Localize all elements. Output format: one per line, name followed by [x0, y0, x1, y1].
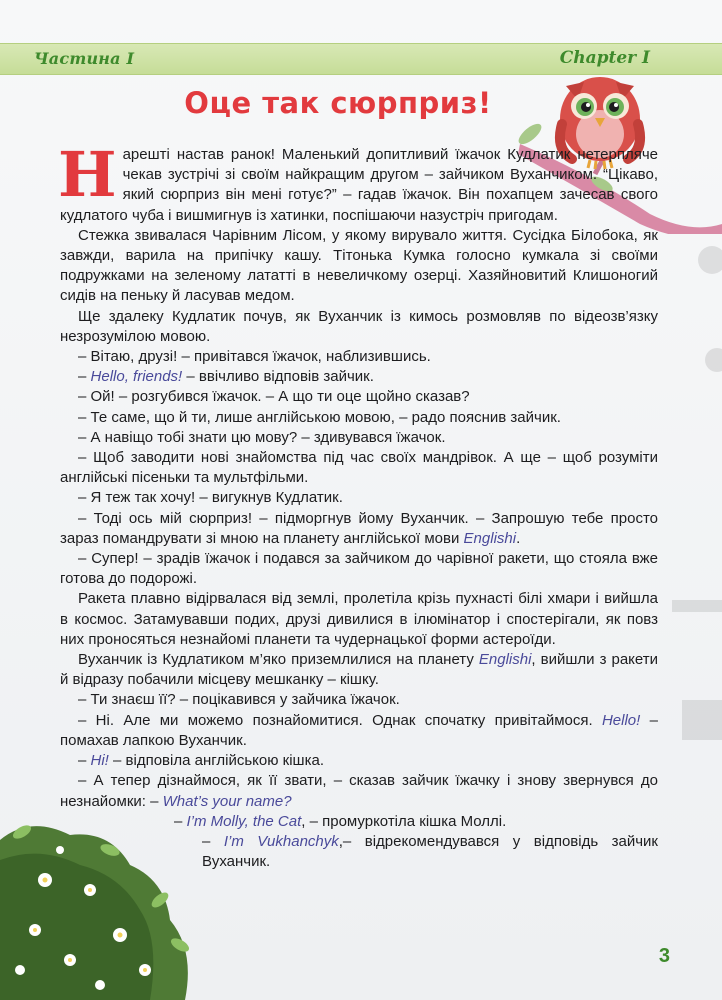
- drop-cap-letter: Н: [58, 138, 117, 211]
- dialogue-line: – Ой! – розгубився їжачок. – А що ти оце щойно сказав?: [78, 388, 470, 406]
- dialogue-line: – Вітаю, друзі! – привітався їжачок, наблизившись.: [78, 348, 431, 366]
- dialogue-line: – I’m Molly, the Cat, – промуркотіла кішка Моллі.: [174, 812, 507, 830]
- story-text: [58, 138, 658, 872]
- dialogue-line: – Ти знаєш її? – поцікавився у зайчика їжачок.: [78, 691, 400, 709]
- english-phrase: Hello, friends!: [90, 368, 183, 386]
- english-phrase: Englishi: [463, 529, 517, 547]
- paragraph: Ракета плавно відірвалася від землі, пролетіла крізь пухнасті білі хмари і вийшла в космос. Затамувавши подих, друзі дивилися в ілюмінатор і спостерігали, як повз них проносяться незнайомі планети та чудернацької форми астероїди.: [60, 590, 658, 648]
- paragraph: Стежка звивалася Чарівним Лісом, у якому вирувало життя. Сусідка Білобока, як завжди, варила на припічку кашу. Тітонька Кумка голосно кумкала зі своїми подружками на зеленому лататті в невеличкому озерці. Хазяйновитий Клишоногий сидів на пеньку й ласував медом.: [60, 226, 658, 305]
- dialogue-line: – Hi! – відповіла англійською кішка.: [78, 752, 324, 770]
- page-number: 3: [658, 945, 670, 967]
- dialogue-line: – Тоді ось мій сюрприз! – підморгнув йому Вуханчик. – Запрошую тебе просто зараз помандрувати зі мною на планету англійської мови Englishi.: [60, 509, 658, 547]
- dialogue-line: – Супер! – зрадів їжачок і подався за зайчиком до чарівної ракети, що стояла вже готова до подорожі.: [60, 550, 658, 588]
- english-phrase: Englishi: [478, 651, 532, 669]
- flowering-bush-illustration: [0, 820, 200, 1000]
- english-phrase: Hello!: [601, 711, 641, 729]
- part-label: Частина I: [34, 49, 135, 68]
- dialogue-line: – Ні. Але ми можемо познайомитися. Однак спочатку привітаймося. Hello! – помахав лапкою Вуханчик.: [60, 711, 658, 749]
- page-title: Оце так сюрприз!: [184, 86, 492, 120]
- dialogue-line: – А тепер дізнаймося, як її звати, – сказав зайчик їжачку і знову звернувся до незнайомки: – What’s your name?: [60, 772, 658, 810]
- dialogue-line: – Те саме, що й ти, лише англійською мовою, – радо пояснив зайчик.: [78, 408, 561, 426]
- english-phrase: What’s your name?: [162, 792, 292, 810]
- dialogue-line: – I’m Vukhanchyk,– відрекомендувався у відповідь зайчик Вуханчик.: [202, 832, 658, 871]
- english-phrase: I’m Vukhanchyk: [223, 832, 339, 850]
- paragraph: Вуханчик із Кудлатиком м’яко приземлилися на планету Englishi, вийшли з ракети й відразу побачили місцеву мешканку – кішку.: [60, 651, 658, 689]
- faded-background-decor: [662, 220, 722, 820]
- dialogue-line: – Щоб заводити нові знайомства під час своїх мандрівок. А ще – щоб розуміти англійські пісеньки та мультфільми.: [60, 449, 658, 487]
- english-phrase: I’m Molly, the Cat: [186, 812, 302, 830]
- dialogue-line: – А навіщо тобі знати цю мову? – здивувався їжачок.: [78, 428, 446, 446]
- chapter-label: Chapter I: [559, 48, 650, 68]
- dialogue-line: – Hello, friends! – ввічливо відповів зайчик.: [78, 368, 374, 386]
- paragraph: Ще здалеку Кудлатик почув, як Вуханчик із кимось розмовляв по відеозв’язку незрозумілою мовою.: [60, 307, 658, 345]
- english-phrase: Hi!: [90, 752, 109, 770]
- dialogue-line: – Я теж так хочу! – вигукнув Кудлатик.: [78, 489, 343, 507]
- paragraph-intro: Нарешті настав ранок! Маленький допитливий їжачок Кудлатик нетерпляче чекав зустрічі зі своїм найкращим другом – зайчиком Вуханчиком. “Цікаво, який сюрприз він мені готує?” – гадав їжачок. Він похапцем зачесав свого кудлатого чуба і вишмигнув із хатинки, поспішаючи назустріч пригодам.: [58, 138, 658, 224]
